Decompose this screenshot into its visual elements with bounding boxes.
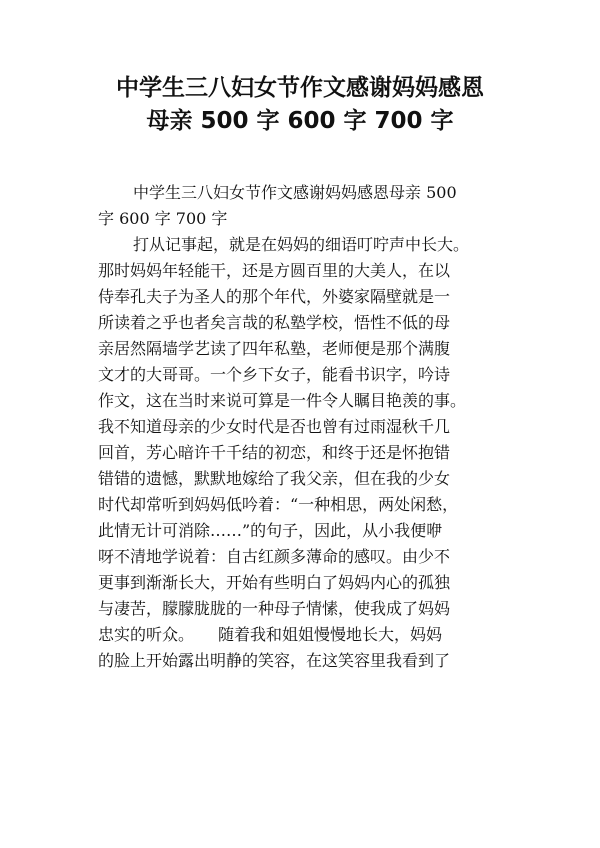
paragraph-2-line: 我不知道母亲的少女时代是否也曾有过雨湿秋千几 [98,417,451,436]
paragraph-2-line: 所读着之乎也者矣言哉的私塾学校，悟性不低的母 [98,313,451,332]
paragraph-2-line: 打从记事起，就是在妈妈的细语叮咛声中长大。 [133,235,470,254]
paragraph-1-line: 中学生三八妇女节作文感谢妈妈感恩母亲 500 [133,183,457,202]
document-title-line-2: 母亲 500 字 600 字 700 字 [146,108,454,134]
paragraph-2-line: 文才的大哥哥。一个乡下女子，能看书识字，吟诗 [98,365,451,384]
paragraph-2-line: 更事到渐渐长大，开始有些明白了妈妈内心的孤独 [98,573,451,592]
paragraph-2-line: 作文，这在当时来说可算是一件令人瞩目艳羡的事。 [98,391,467,410]
paragraph-2-line: 侍奉孔夫子为圣人的那个年代，外婆家隔壁就是一 [98,287,451,306]
document-body [98,180,518,674]
paragraph-1-line: 字 600 字 700 字 [98,209,228,228]
paragraph-2-line: 时代却常听到妈妈低吟着：“一种相思，两处闲愁， [98,495,459,514]
paragraph-2-line: 与凄苦，朦朦胧胧的一种母子情愫，使我成了妈妈 [98,599,451,618]
paragraph-2-line: 的脸上开始露出明静的笑容，在这笑容里我看到了 [98,651,451,670]
document-title-line-1: 中学生三八妇女节作文感谢妈妈感恩 [116,75,484,101]
paragraph-2-line: 亲居然隔墙学艺读了四年私塾，老师便是那个满腹 [98,339,451,358]
paragraph-2-line: 错错的遗憾，默默地嫁给了我父亲，但在我的少女 [98,469,451,488]
paragraph-2-line: 那时妈妈年轻能干，还是方圆百里的大美人，在以 [98,261,451,280]
paragraph-2-line: 此情无计可消除……”的句子，因此，从小我便咿 [98,521,443,540]
paragraph-2-line: 呀不清地学说着：自古红颜多薄命的感叹。由少不 [98,547,451,566]
paragraph-2-line: 回首，芳心暗许千千结的初恋，和终于还是怀抱错 [98,443,451,462]
paragraph-2-line: 忠实的听众。 随着我和姐姐慢慢地长大，妈妈 [98,625,443,644]
